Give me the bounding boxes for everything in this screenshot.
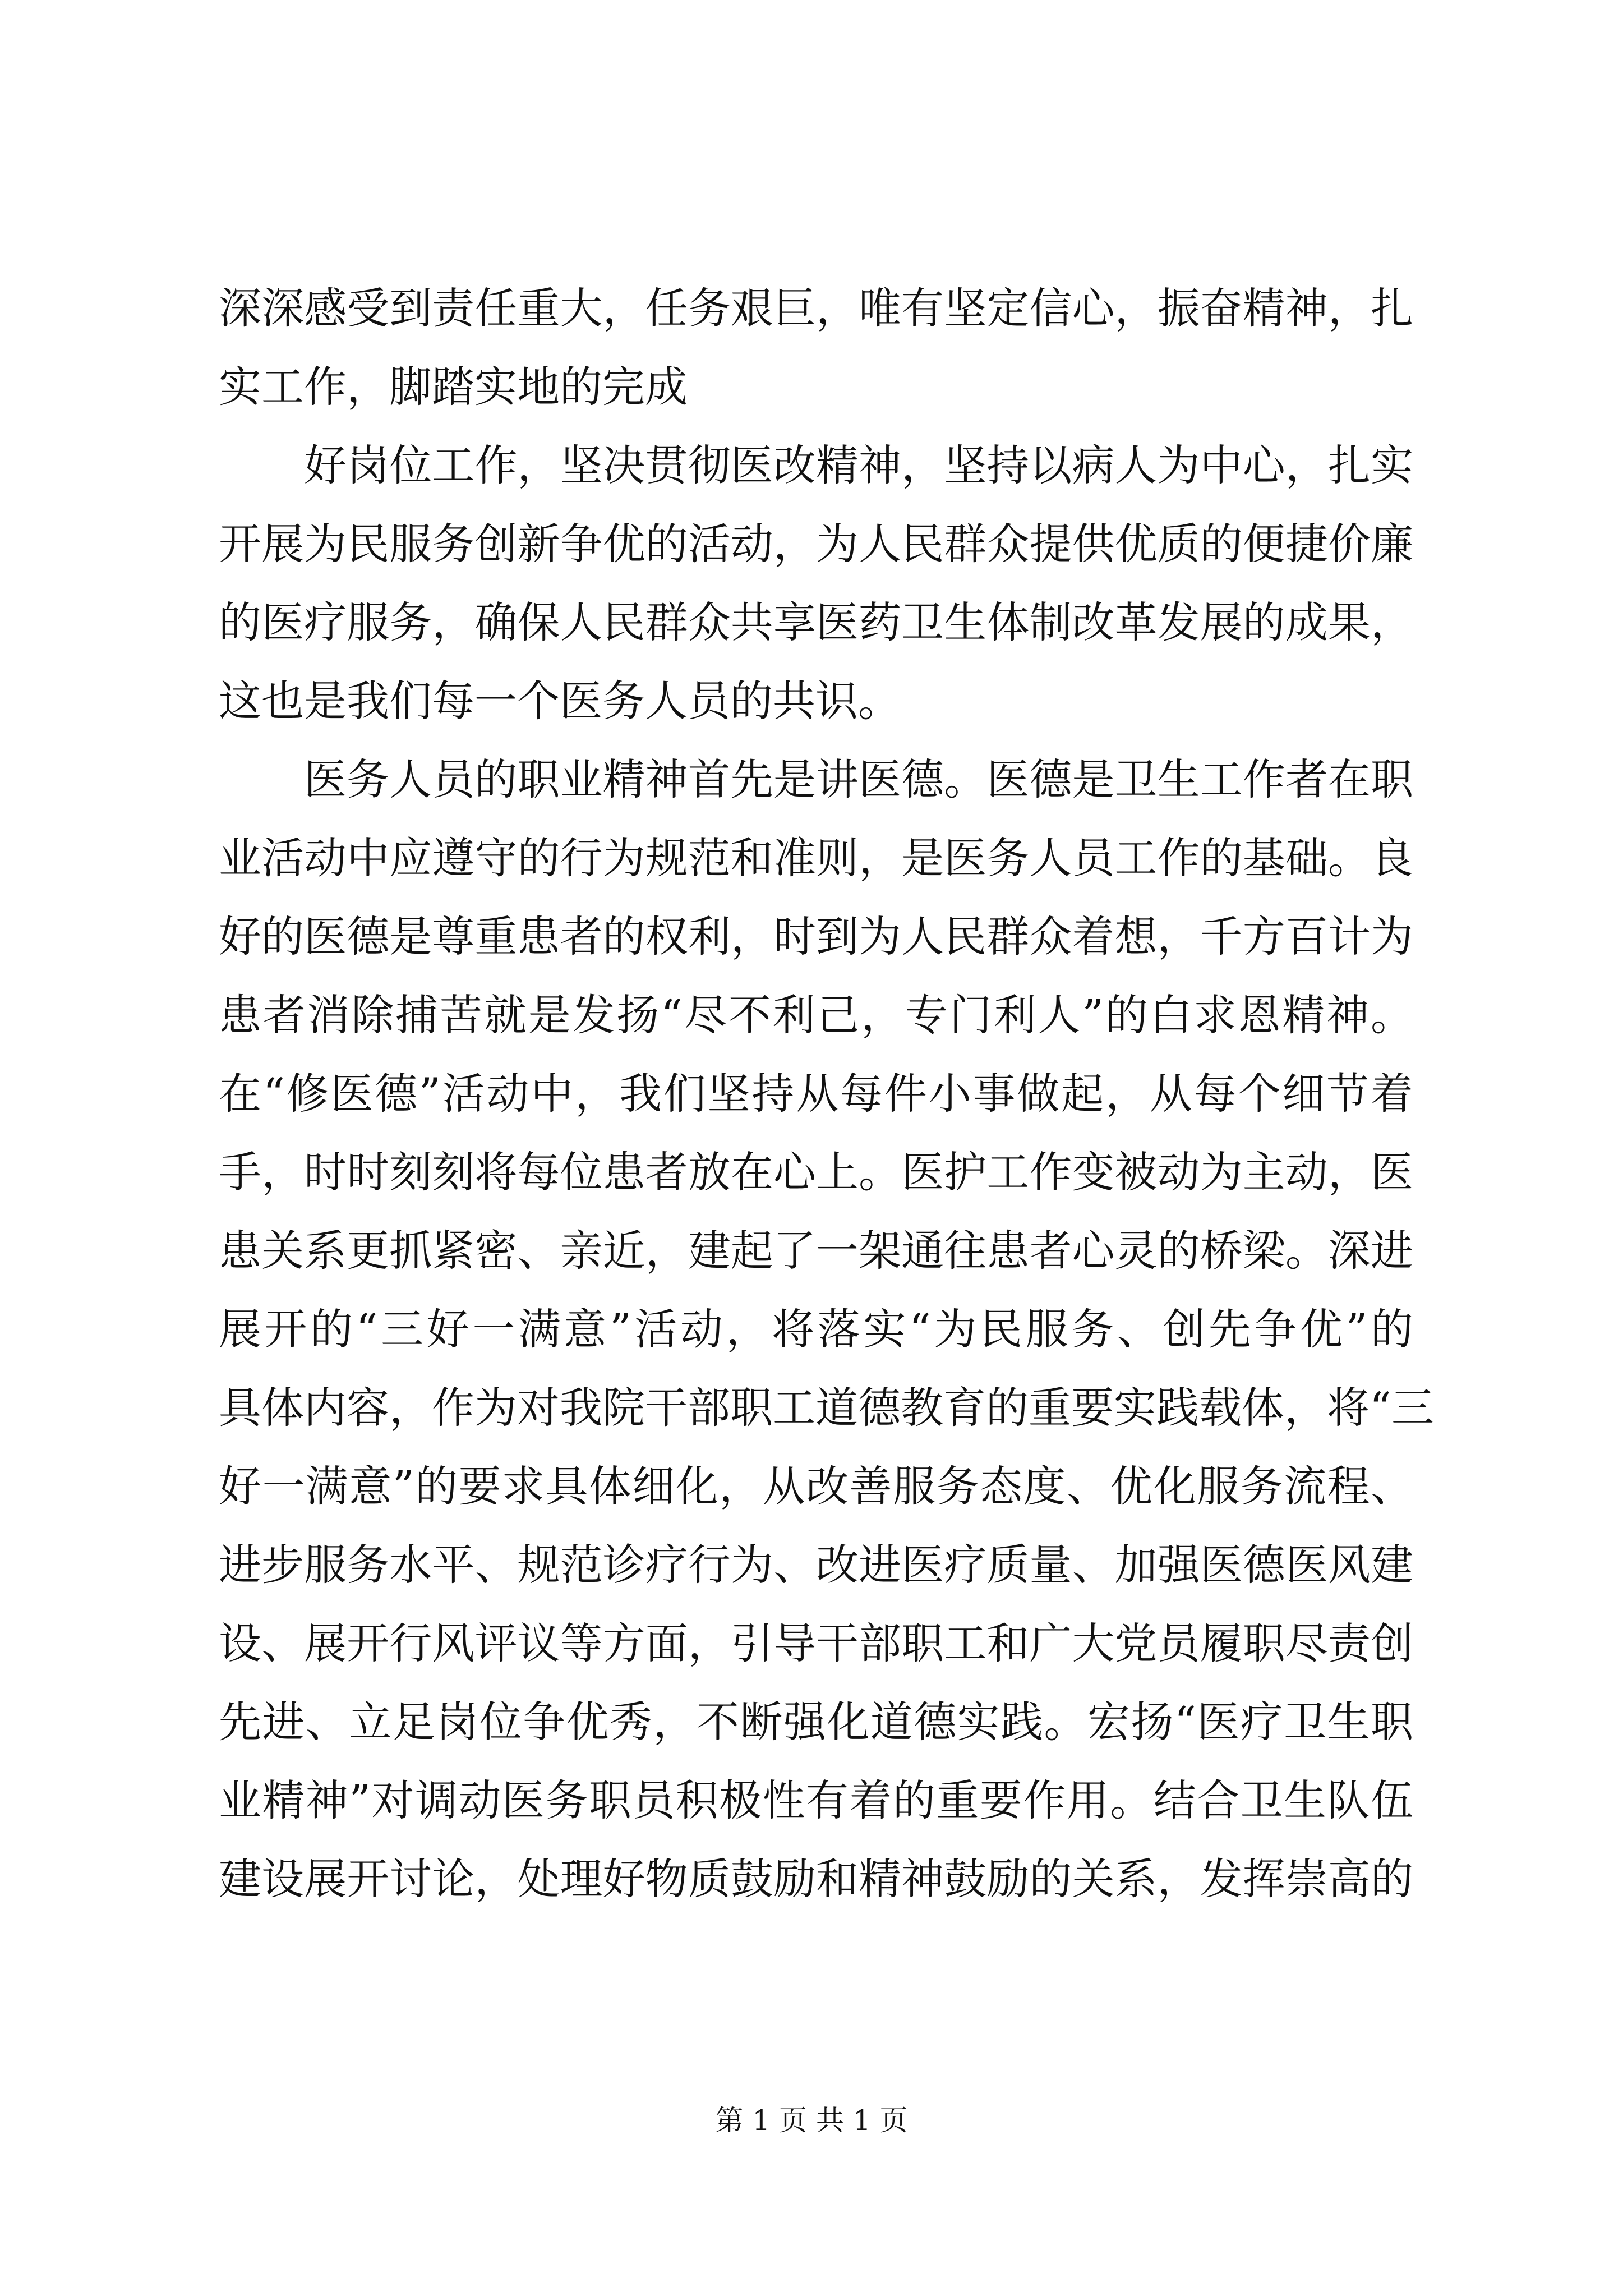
text-line: 深深感受到责任重大，任务艰巨，唯有坚定信心，振奋精神，扎 — [219, 283, 1413, 333]
text-line: 具体内容，作为对我院干部职工道德教育的重要实践载体，将“三 — [219, 1383, 1434, 1433]
text-line: 业活动中应遵守的行为规范和准则，是医务人员工作的基础。良 — [219, 833, 1413, 883]
text-line: 开展为民服务创新争优的活动，为人民群众提供优质的便捷价廉 — [219, 519, 1413, 569]
text-line: 展开的“三好一满意”活动，将落实“为民服务、创先争优”的 — [219, 1304, 1413, 1354]
text-line: 好岗位工作，坚决贯彻医改精神，坚持以病人为中心，扎实 — [304, 440, 1413, 490]
text-line: 建设展开讨论，处理好物质鼓励和精神鼓励的关系，发挥崇高的 — [219, 1854, 1413, 1904]
text-line: 这也是我们每一个医务人员的共识。 — [219, 676, 901, 726]
body-text — [219, 269, 1434, 1918]
text-line: 先进、立足岗位争优秀，不断强化道德实践。宏扬“医疗卫生职 — [219, 1697, 1413, 1747]
text-line: 手，时时刻刻将每位患者放在心上。医护工作变被动为主动，医 — [219, 1147, 1413, 1197]
text-line: 患关系更抓紧密、亲近，建起了一架通往患者心灵的桥梁。深进 — [219, 1226, 1413, 1276]
text-line: 的医疗服务，确保人民群众共享医药卫生体制改革发展的成果， — [219, 597, 1413, 647]
text-line: 进步服务水平、规范诊疗行为、改进医疗质量、加强医德医风建 — [219, 1540, 1413, 1590]
text-line: 设、展开行风评议等方面，引导干部职工和广大党员履职尽责创 — [219, 1618, 1413, 1668]
text-line: 实工作，脚踏实地的完成 — [219, 362, 688, 412]
text-line: 好一满意”的要求具体细化，从改善服务态度、优化服务流程、 — [219, 1461, 1413, 1511]
text-line: 好的医德是尊重患者的权利，时到为人民群众着想，千方百计为 — [219, 912, 1413, 961]
text-line: 业精神”对调动医务职员积极性有着的重要作用。结合卫生队伍 — [219, 1775, 1413, 1825]
text-line: 医务人员的职业精神首先是讲医德。医德是卫生工作者在职 — [304, 754, 1413, 804]
text-line: 在“修医德”活动中，我们坚持从每件小事做起，从每个细节着 — [219, 1069, 1413, 1119]
page-number-footer: 第 1 页 共 1 页 — [715, 2104, 908, 2137]
text-line: 患者消除捕苦就是发扬“尽不利己，专门利人”的白求恩精神。 — [219, 990, 1413, 1040]
